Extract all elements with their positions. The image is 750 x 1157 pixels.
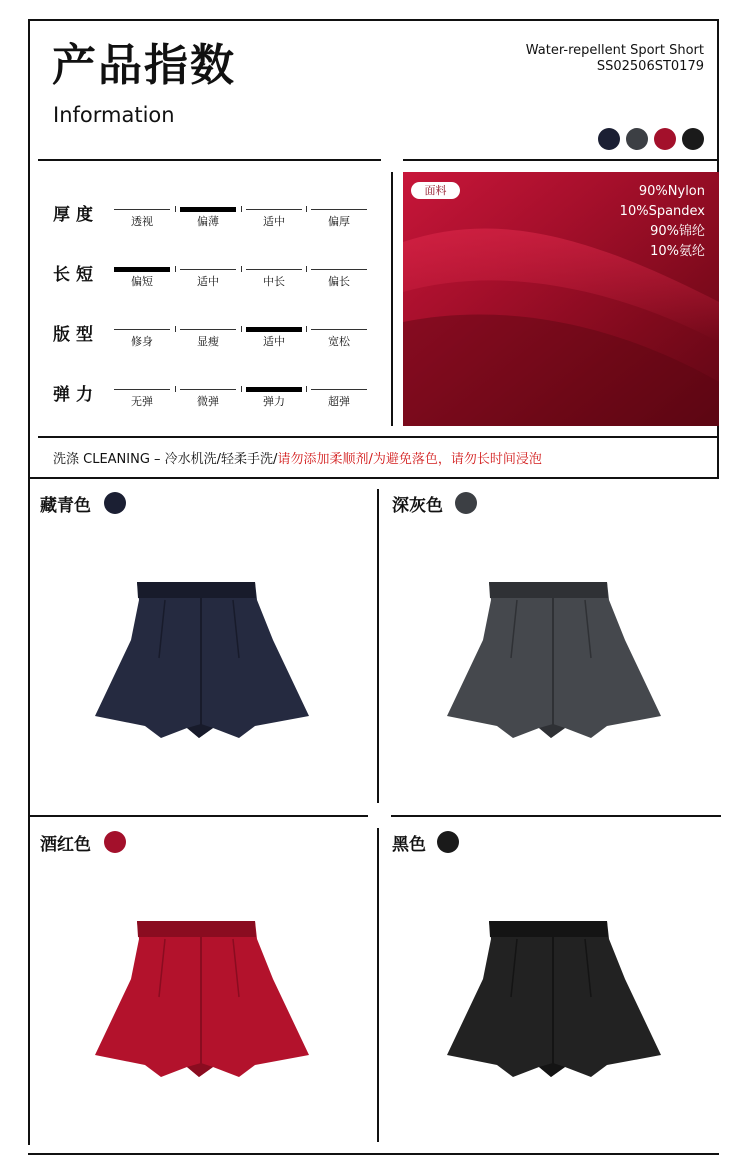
header-divider-right [403, 159, 719, 161]
header-divider-left [38, 159, 381, 161]
option-label: 宽松 [328, 335, 350, 348]
shorts-image-wine-red [95, 917, 311, 1093]
option-separator [241, 326, 242, 332]
fabric-line: 10%氨纶 [650, 244, 705, 259]
color-name-wine-red: 酒红色 [40, 835, 91, 855]
property-option [311, 259, 367, 289]
option-separator [306, 326, 307, 332]
option-label: 适中 [197, 275, 219, 288]
product-code: SS02506ST0179 [596, 59, 704, 74]
swatch-black [682, 128, 704, 150]
swatch-navy [598, 128, 620, 150]
option-label: 偏长 [328, 275, 350, 288]
option-bar [180, 269, 236, 270]
option-separator [306, 386, 307, 392]
option-label: 显瘦 [197, 335, 219, 348]
grid-vertical-bottom [377, 828, 379, 1142]
option-bar [246, 387, 302, 392]
option-bar [246, 327, 302, 332]
swatch-wine-red [654, 128, 676, 150]
color-dot-navy [104, 492, 126, 514]
swatch-dark-grey [626, 128, 648, 150]
option-bar [311, 269, 367, 270]
property-option [114, 199, 170, 229]
option-bar [246, 209, 302, 210]
color-dot-black [437, 831, 459, 853]
color-name-dark-grey: 深灰色 [392, 496, 443, 516]
property-option [311, 379, 367, 409]
care-warning: 请勿添加柔顺剂/为避免落色，请勿长时间浸泡 [277, 452, 542, 467]
care-top-line [38, 436, 719, 438]
page-title: 产品指数 [52, 40, 236, 91]
option-separator [241, 206, 242, 212]
shorts-image-navy [95, 578, 311, 754]
property-label: 厚度 [53, 205, 99, 225]
option-label: 适中 [263, 215, 285, 228]
property-option [114, 379, 170, 409]
option-bar [114, 267, 170, 272]
grid-horizontal-right [391, 815, 721, 817]
properties-divider [391, 172, 393, 426]
option-separator [306, 266, 307, 272]
color-name-black: 黑色 [392, 835, 426, 855]
option-separator [175, 326, 176, 332]
option-label: 透视 [131, 215, 153, 228]
option-bar [311, 209, 367, 210]
property-option [180, 199, 236, 229]
fabric-line: 90%锦纶 [650, 224, 705, 239]
option-separator [241, 386, 242, 392]
option-separator [175, 266, 176, 272]
option-bar [180, 329, 236, 330]
option-separator [306, 206, 307, 212]
option-bar [114, 209, 170, 210]
option-separator [175, 386, 176, 392]
property-label: 版型 [53, 325, 99, 345]
option-label: 中长 [263, 275, 285, 288]
care-instructions [53, 448, 542, 467]
grid-vertical-top [377, 489, 379, 803]
property-label: 弹力 [53, 385, 99, 405]
option-label: 微弹 [197, 395, 219, 408]
fabric-line: 90%Nylon [638, 184, 705, 199]
option-label: 偏薄 [197, 215, 219, 228]
product-name: Water-repellent Sport Short [525, 43, 704, 58]
care-text: 洗涤 CLEANING – 冷水机洗/轻柔手洗/ [53, 452, 278, 467]
property-option [114, 259, 170, 289]
option-label: 偏厚 [328, 215, 350, 228]
care-bottom-line [28, 477, 719, 479]
option-bar [114, 329, 170, 330]
color-dot-dark-grey [455, 492, 477, 514]
option-label: 偏短 [131, 275, 153, 288]
property-option [246, 319, 302, 349]
shorts-image-dark-grey [447, 578, 663, 754]
shorts-image-black [447, 917, 663, 1093]
option-separator [175, 206, 176, 212]
option-bar [246, 269, 302, 270]
option-label: 弹力 [263, 395, 285, 408]
color-name-navy: 藏青色 [40, 496, 91, 516]
color-dot-wine-red [104, 831, 126, 853]
grid-horizontal-left [28, 815, 368, 817]
property-option [246, 379, 302, 409]
option-bar [180, 207, 236, 212]
property-option [311, 199, 367, 229]
option-bar [311, 329, 367, 330]
property-option [180, 379, 236, 409]
option-bar [114, 389, 170, 390]
bottom-border [28, 1153, 719, 1155]
page-subtitle: Information [53, 103, 175, 127]
option-separator [241, 266, 242, 272]
option-bar [180, 389, 236, 390]
fabric-badge: 面料 [411, 182, 460, 199]
fabric-line: 10%Spandex [619, 204, 705, 219]
option-bar [311, 389, 367, 390]
option-label: 适中 [263, 335, 285, 348]
top-border [28, 19, 719, 21]
property-label: 长短 [53, 265, 99, 285]
property-option [114, 319, 170, 349]
option-label: 修身 [131, 335, 153, 348]
property-option [311, 319, 367, 349]
option-label: 无弹 [131, 395, 153, 408]
property-option [246, 199, 302, 229]
left-border [28, 19, 30, 1145]
option-label: 超弹 [328, 395, 350, 408]
property-option [246, 259, 302, 289]
property-option [180, 319, 236, 349]
property-option [180, 259, 236, 289]
